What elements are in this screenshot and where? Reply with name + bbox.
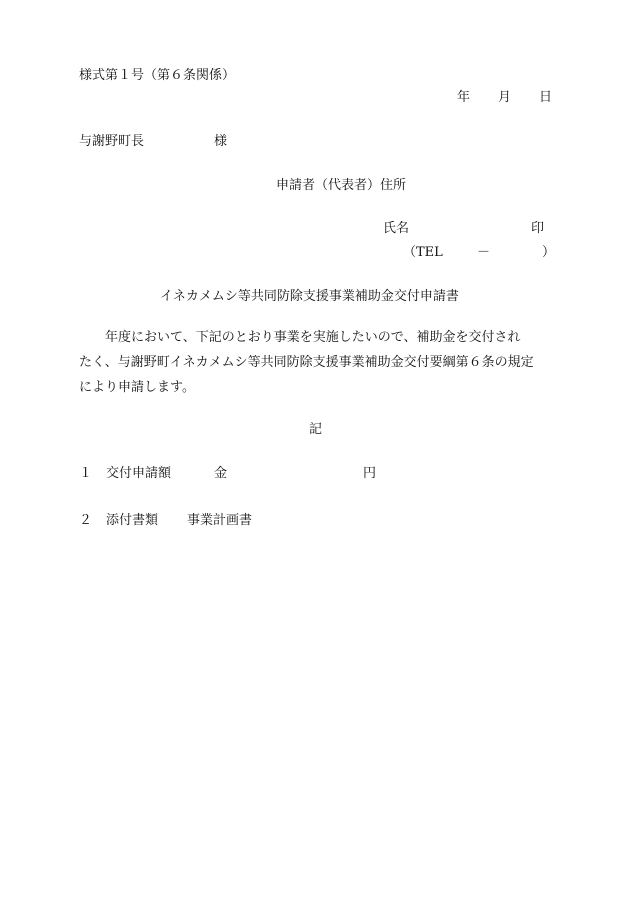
date-year: 年 bbox=[457, 90, 471, 105]
item-label: 交付申請額 bbox=[106, 466, 172, 481]
item-number: １ bbox=[79, 466, 93, 481]
item-number: ２ bbox=[79, 513, 93, 528]
amount-suffix: 円 bbox=[363, 466, 377, 481]
form-number: 様式第１号（第６条関係） bbox=[79, 68, 236, 83]
applicant-name-label: 氏名 bbox=[383, 221, 410, 236]
body-line: 年度において、下記のとおり事業を実施したいので、補助金を交付され bbox=[79, 330, 521, 345]
addressee-name: 与謝野町長 bbox=[79, 134, 145, 149]
date-month: 月 bbox=[498, 90, 512, 105]
item-label: 添付書類 bbox=[106, 513, 159, 528]
seal-mark: 印 bbox=[531, 221, 545, 236]
amount-prefix: 金 bbox=[214, 466, 228, 481]
body-line: たく、与謝野町イネカメムシ等共同防除支援事業補助金交付要綱第６条の規定 bbox=[79, 355, 534, 370]
date-day: 日 bbox=[539, 90, 553, 105]
attachment-value: 事業計画書 bbox=[187, 513, 253, 528]
body-paragraph bbox=[79, 325, 554, 400]
ki-heading: 記 bbox=[309, 422, 323, 437]
body-line: により申請します。 bbox=[79, 380, 195, 395]
document-title: イネカメムシ等共同防除支援事業補助金交付申請書 bbox=[160, 289, 459, 304]
tel-close: ） bbox=[542, 245, 556, 260]
addressee-honorific: 様 bbox=[214, 134, 228, 149]
applicant-address-label: 申請者（代表者）住所 bbox=[276, 178, 407, 193]
tel-open: （TEL bbox=[403, 245, 443, 260]
tel-dash: － bbox=[477, 245, 491, 260]
